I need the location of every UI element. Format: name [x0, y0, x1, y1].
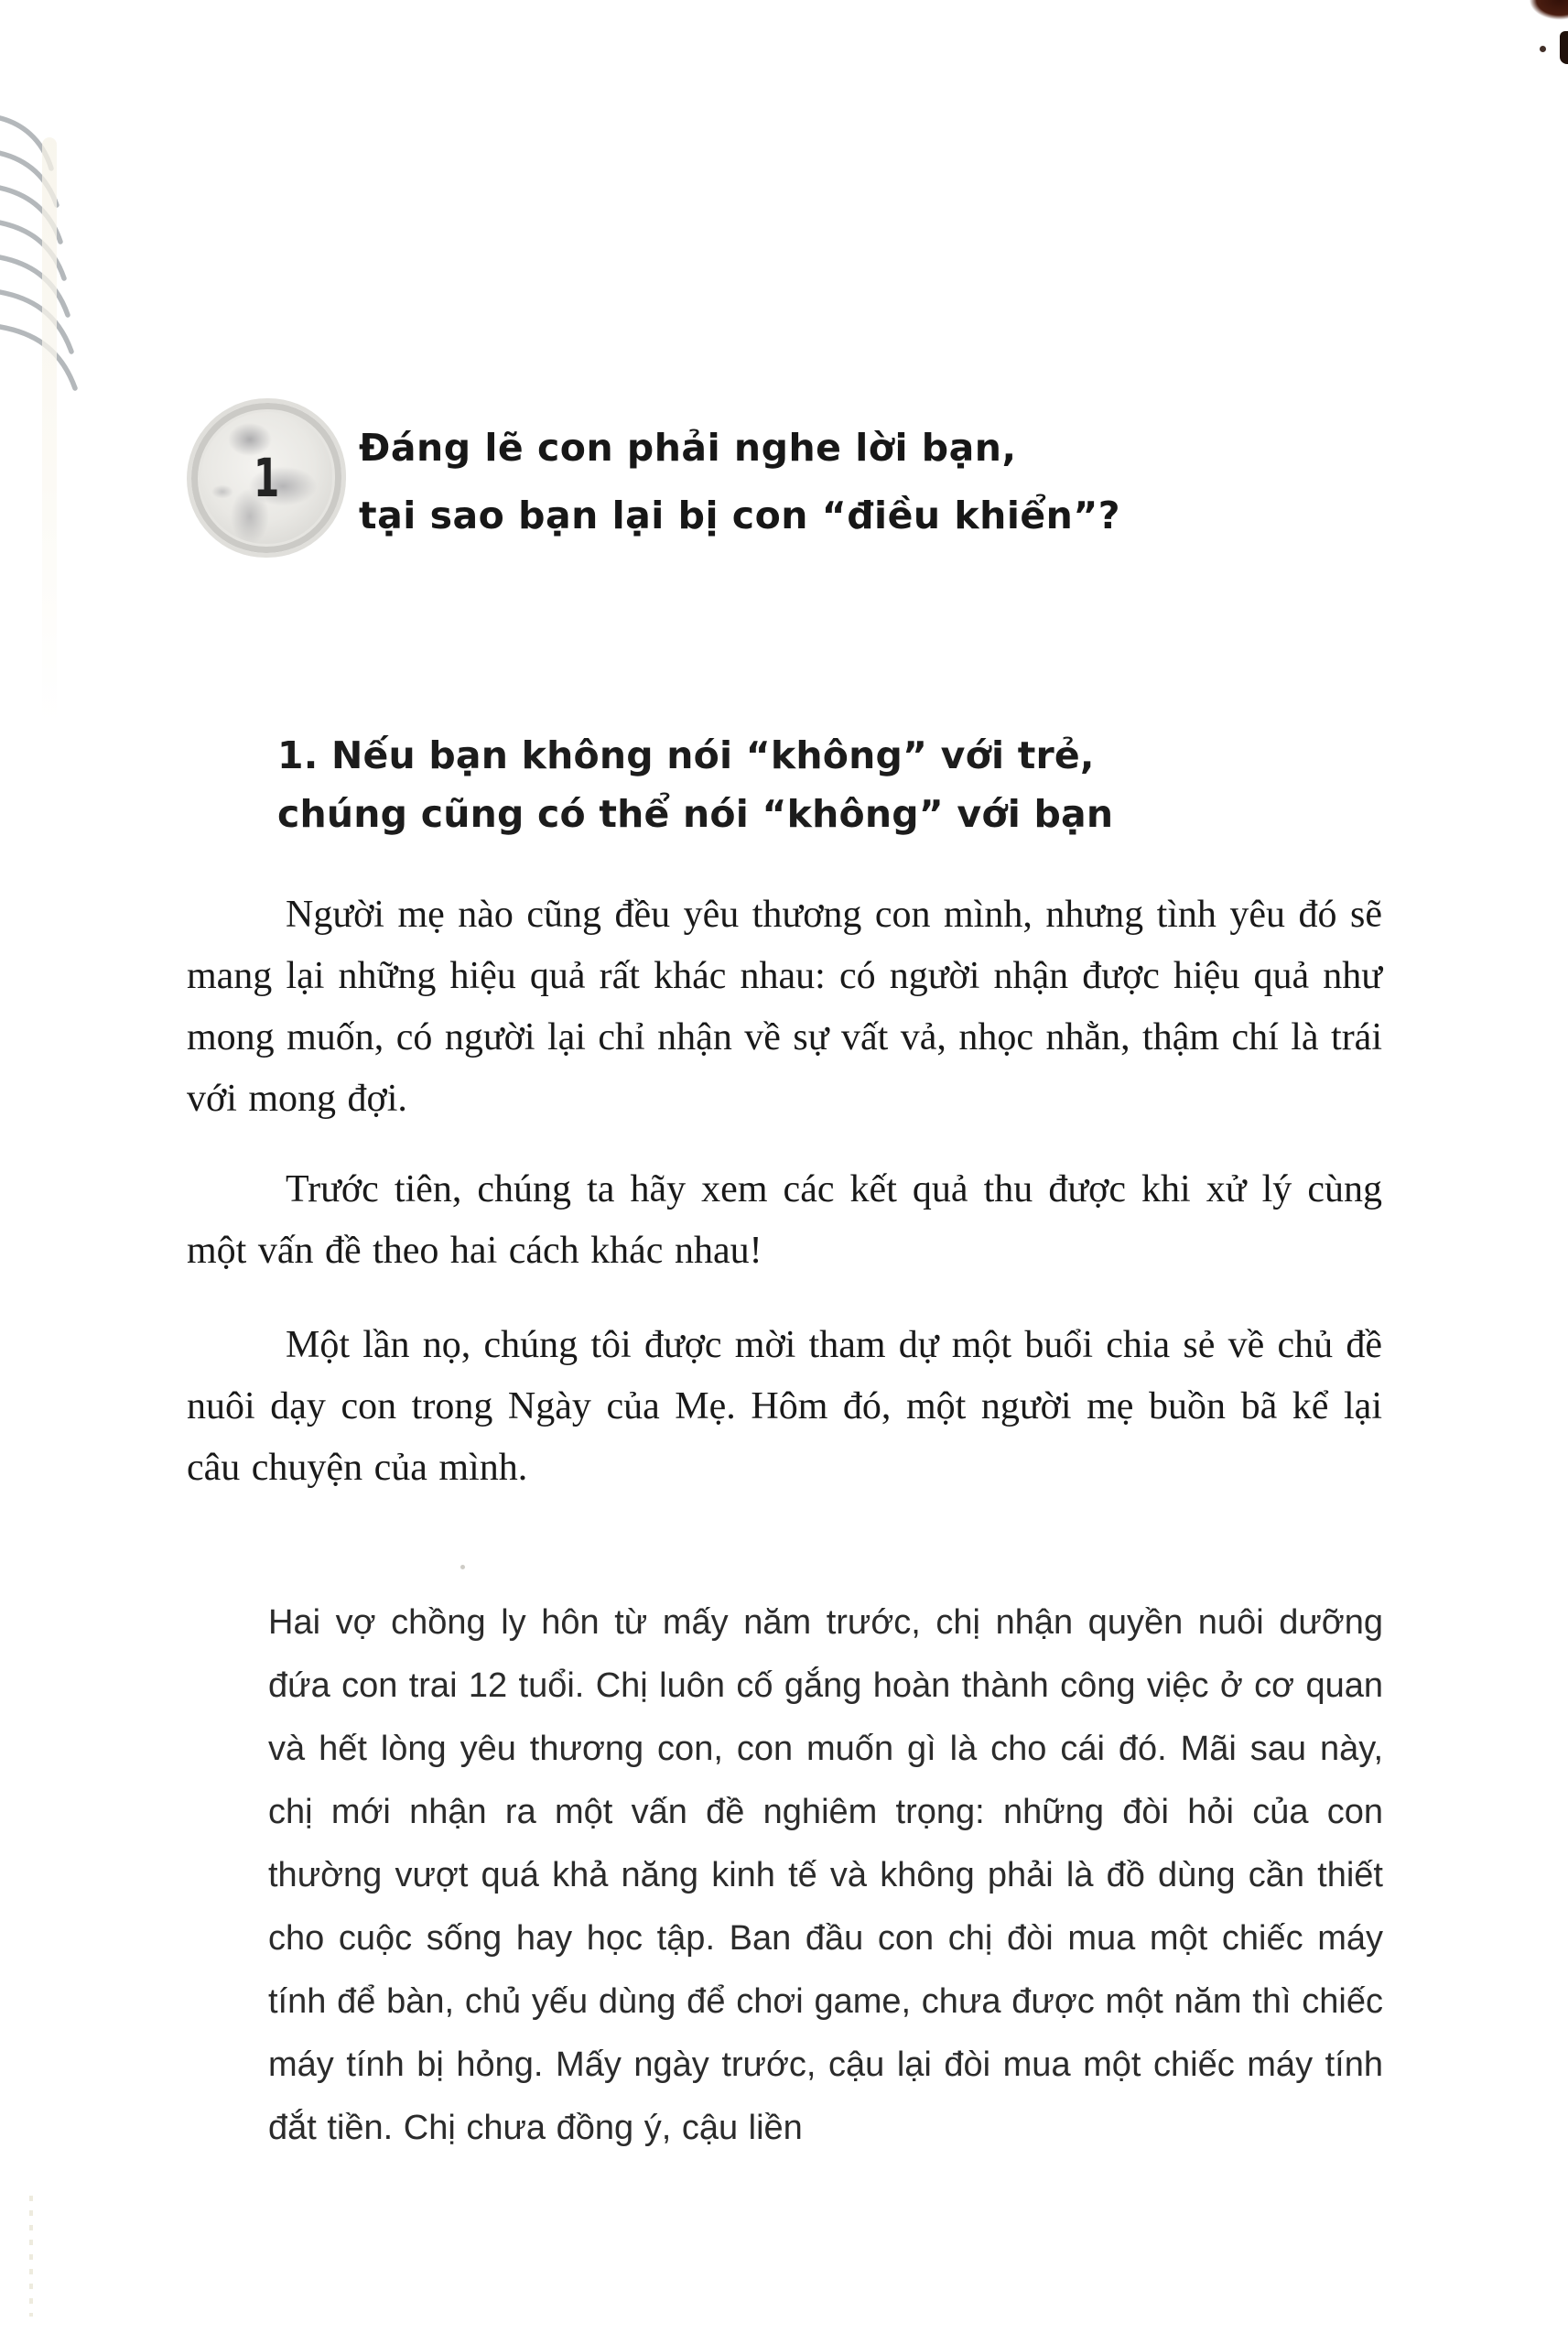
chapter-title — [359, 414, 1274, 549]
scan-edge-mark-icon — [1560, 31, 1568, 64]
scan-dot-icon — [1540, 46, 1546, 52]
section-heading-line-1: 1. Nếu bạn không nói “không” với trẻ, — [277, 733, 1095, 777]
body-paragraph: Người mẹ nào cũng đều yêu thương con mình, nhưng tình yêu đó sẽ mang lại những hiệu quả rất khác nhau: có người nhận được hiệu quả như mong muốn, có người lại chỉ nhận về sự vất vả, nhọc nhằn, thậm chí là trái với mong đợi. — [187, 894, 1382, 1120]
chapter-number-badge — [191, 403, 341, 553]
scan-speck — [460, 1565, 465, 1569]
body-paragraph: Một lần nọ, chúng tôi được mời tham dự một buổi chia sẻ về chủ đề nuôi dạy con trong Ngày của Mẹ. Hôm đó, một người mẹ buồn bã kể lại câu chuyện của mình. — [187, 1324, 1382, 1489]
chapter-title-line-1: Đáng lẽ con phải nghe lời bạn, — [359, 426, 1017, 470]
section-heading-line-2: chúng cũng có thể nói “không” với bạn — [277, 792, 1114, 836]
chapter-number: 1 — [253, 447, 280, 509]
page-edge-shade — [42, 137, 57, 723]
chapter-title-line-2: tại sao bạn lại bị con “điều khiển”? — [359, 494, 1121, 537]
body-paragraph: Trước tiên, chúng ta hãy xem các kết quả thu được khi xử lý cùng một vấn đề theo hai cách khác nhau! — [187, 1168, 1382, 1272]
page-curl-lines-icon — [0, 108, 132, 401]
scan-flecks — [29, 2196, 33, 2317]
story-excerpt: Hai vợ chồng ly hôn từ mấy năm trước, chị nhận quyền nuôi dưỡng đứa con trai 12 tuổi. Chị luôn cố gắng hoàn thành công việc ở cơ quan và hết lòng yêu thương con, con muốn gì là cho cái đó. Mãi sau này, chị mới nhận ra một vấn đề nghiêm trọng: những đòi hỏi của con thường vượt quá khả năng kinh tế và không phải là đồ dùng cần thiết cho cuộc sống hay học tập. Ban đầu con chị đòi mua một chiếc máy tính để bàn, chủ yếu dùng để chơi game, chưa được một năm thì chiếc máy tính bị hỏng. Mấy ngày trước, cậu lại đòi mua một chiếc máy tính đắt tiền. Chị chưa đồng ý, cậu liền — [268, 1603, 1383, 2147]
section-heading — [277, 726, 1330, 843]
